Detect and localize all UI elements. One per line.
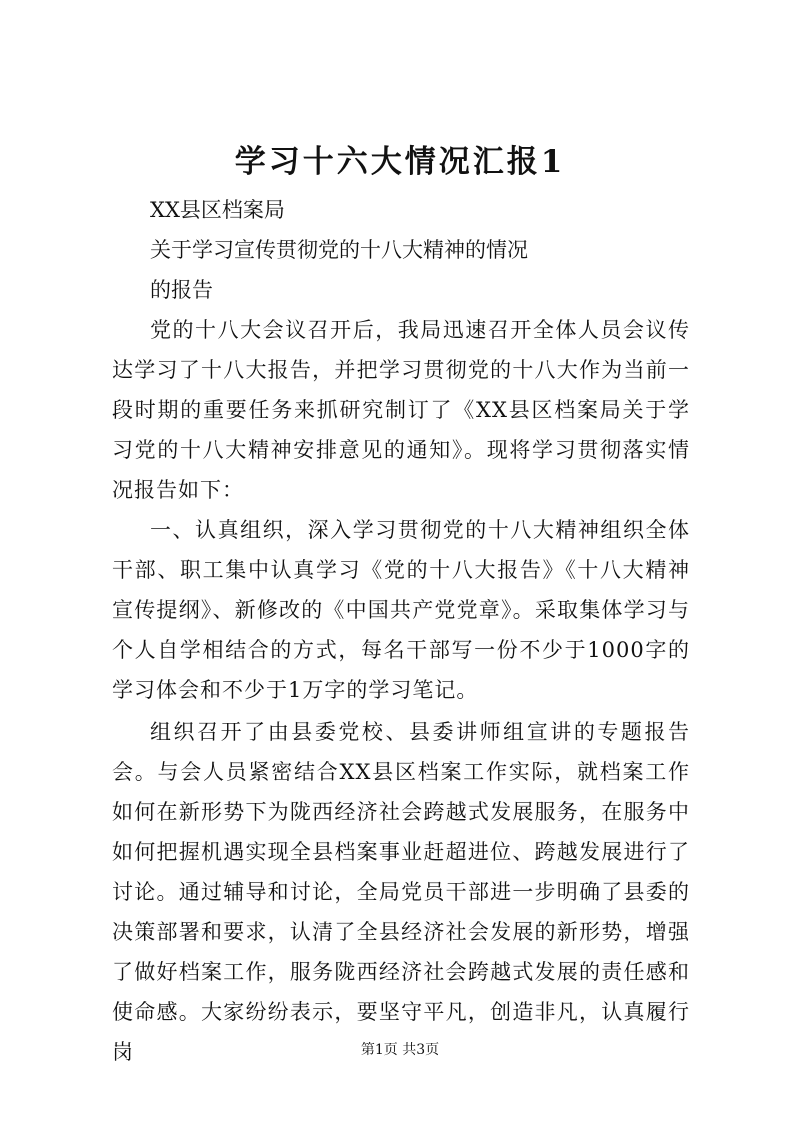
- document-body: [112, 190, 690, 1072]
- paragraph-2: 一、认真组织，深入学习贯彻党的十八大精神组织全体干部、职工集中认真学习《党的十八大报告》《十八大精神宣传提纲》、新修改的《中国共产党党章》。采取集体学习与个人自学相结合的方式，每名干部写一份不少于1000字的学习体会和不少于1万字的学习笔记。: [112, 518, 690, 702]
- document-title: 学习十六大情况汇报1: [234, 144, 566, 180]
- subject-line: 关于学习宣传贯彻党的十八大精神的情况: [150, 238, 528, 262]
- page-indicator: 第1页 共3页: [360, 1042, 440, 1058]
- paragraph-3: 组织召开了由县委党校、县委讲师组宣讲的专题报告会。与会人员紧密结合XX县区档案工作实际，就档案工作如何在新形势下为陇西经济社会跨越式发展服务，在服务中如何把握机遇实现全县档案事业赶超进位、跨越发展进行了讨论。通过辅导和讨论，全局党员干部进一步明确了县委的决策部署和要求，认清了全县经济社会发展的新形势，增强了做好档案工作，服务陇西经济社会跨越式发展的责任感和使命感。大家纷纷表示，要坚守平凡，创造非凡，认真履行岗: [112, 720, 690, 1064]
- paragraph-1: 党的十八大会议召开后，我局迅速召开全体人员会议传达学习了十八大报告，并把学习贯彻党的十八大作为当前一段时期的重要任务来抓研究制订了《XX县区档案局关于学习党的十八大精神安排意见的通知》。现将学习贯彻落实情况报告如下：: [112, 318, 690, 502]
- org-line: XX县区档案局: [150, 198, 285, 222]
- subject-line-2: 的报告: [150, 278, 213, 302]
